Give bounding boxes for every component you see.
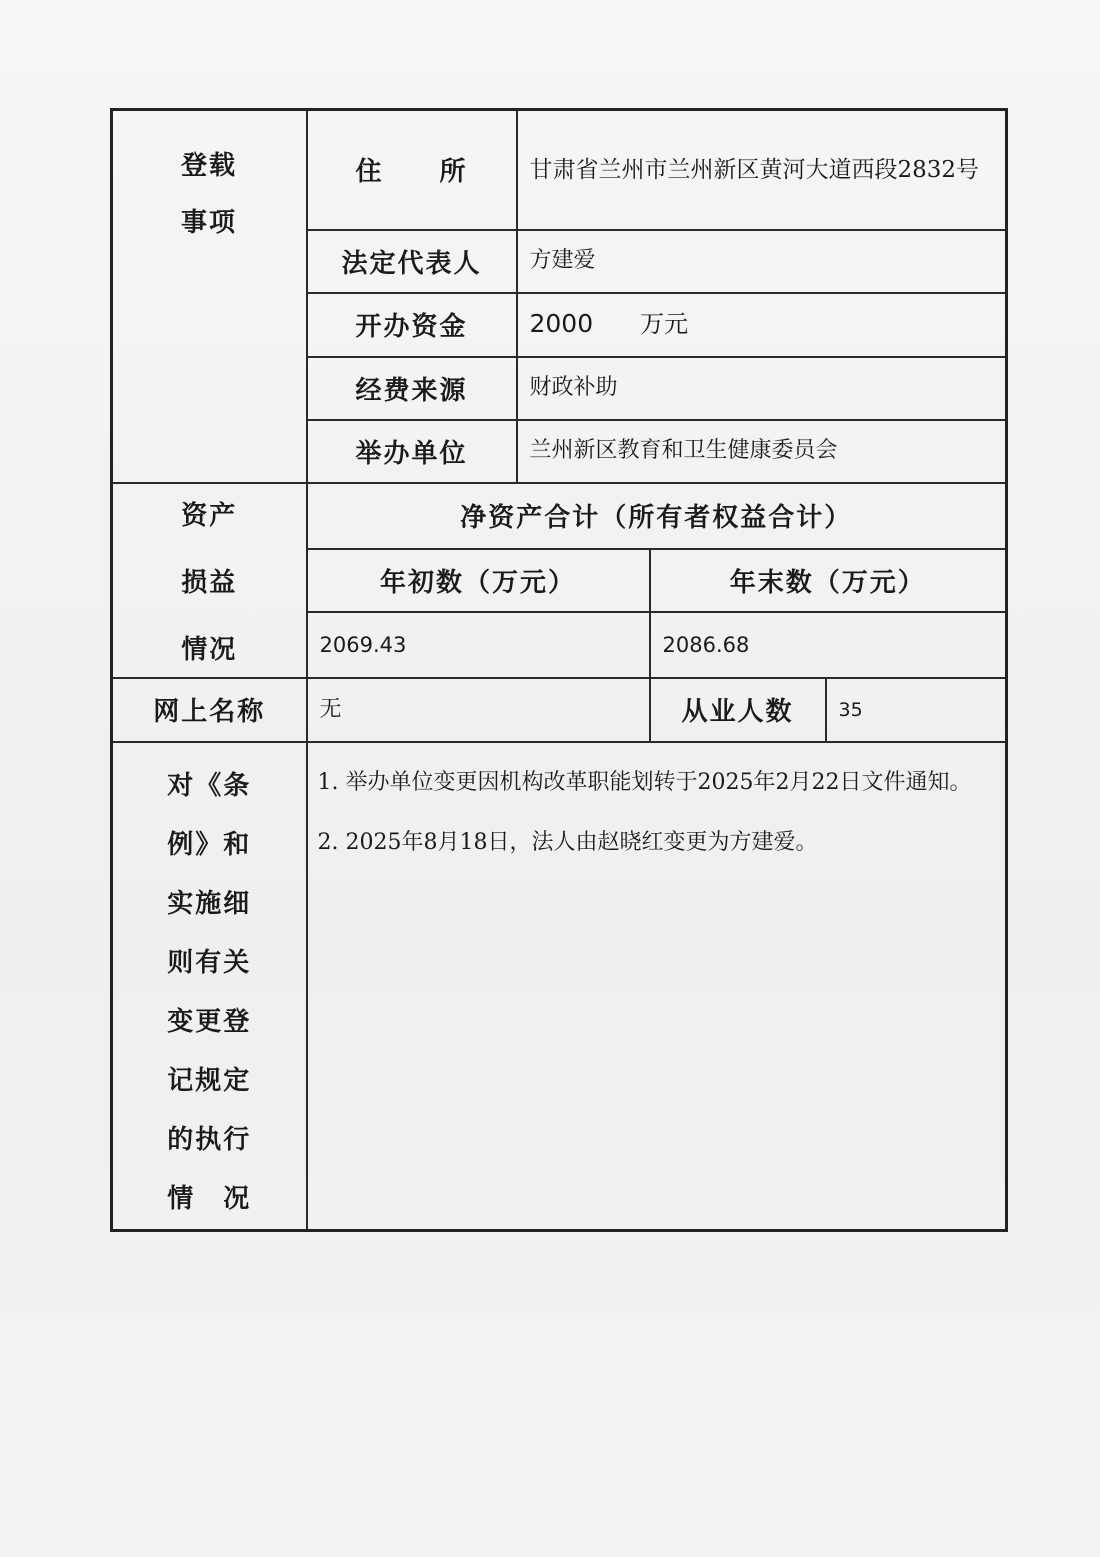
sponsor-label: 举办单位 <box>307 420 517 483</box>
execution-label-line: 情 况 <box>167 1183 252 1214</box>
assets-label-line2: 损益 <box>181 567 238 598</box>
registration-label-line1: 登载 <box>181 151 238 181</box>
assets-section-label <box>112 483 307 678</box>
execution-label-line: 实施细 <box>167 888 252 919</box>
funding-value: 财政补助 <box>517 357 1007 420</box>
capital-amount: 2000 <box>529 308 594 338</box>
capital-unit: 万元 <box>640 309 689 338</box>
capital-label: 开办资金 <box>307 293 517 357</box>
execution-label-line: 例》和 <box>167 829 252 860</box>
net-assets-header: 净资产合计（所有者权益合计） <box>307 483 1007 549</box>
legal-rep-value: 方建爱 <box>517 230 1007 293</box>
execution-item: 2. 2025年8月18日，法人由赵晓红变更为方建爱。 <box>317 829 818 855</box>
assets-label-line3: 情况 <box>181 634 238 665</box>
address-value: 甘肃省兰州市兰州新区黄河大道西段2832号 <box>517 110 1007 230</box>
execution-label-line: 则有关 <box>167 947 252 978</box>
execution-label-line: 的执行 <box>167 1124 252 1155</box>
execution-content <box>307 742 1007 1231</box>
assets-label-line1: 资产 <box>181 500 238 531</box>
funding-label: 经费来源 <box>307 357 517 420</box>
staff-count-value: 35 <box>826 678 1007 742</box>
online-name-value: 无 <box>307 678 650 742</box>
execution-item: 1. 举办单位变更因机构改革职能划转于2025年2月22日文件通知。 <box>317 769 972 795</box>
registration-section-label <box>112 110 307 483</box>
execution-label-line: 变更登 <box>167 1006 252 1037</box>
registration-form-table <box>110 108 1008 1232</box>
address-label: 住 所 <box>307 110 517 230</box>
execution-section-label <box>112 742 307 1231</box>
execution-label-line: 对《条 <box>167 770 252 801</box>
end-year-value: 2086.68 <box>650 612 1007 678</box>
staff-count-label: 从业人数 <box>650 678 826 742</box>
begin-year-value: 2069.43 <box>307 612 650 678</box>
execution-label-line: 记规定 <box>167 1065 252 1096</box>
online-name-label: 网上名称 <box>112 678 307 742</box>
registration-label-line2: 事项 <box>181 208 238 238</box>
begin-year-label: 年初数（万元） <box>307 549 650 612</box>
capital-value <box>517 293 1007 357</box>
sponsor-value: 兰州新区教育和卫生健康委员会 <box>517 420 1007 483</box>
legal-rep-label: 法定代表人 <box>307 230 517 293</box>
end-year-label: 年末数（万元） <box>650 549 1007 612</box>
